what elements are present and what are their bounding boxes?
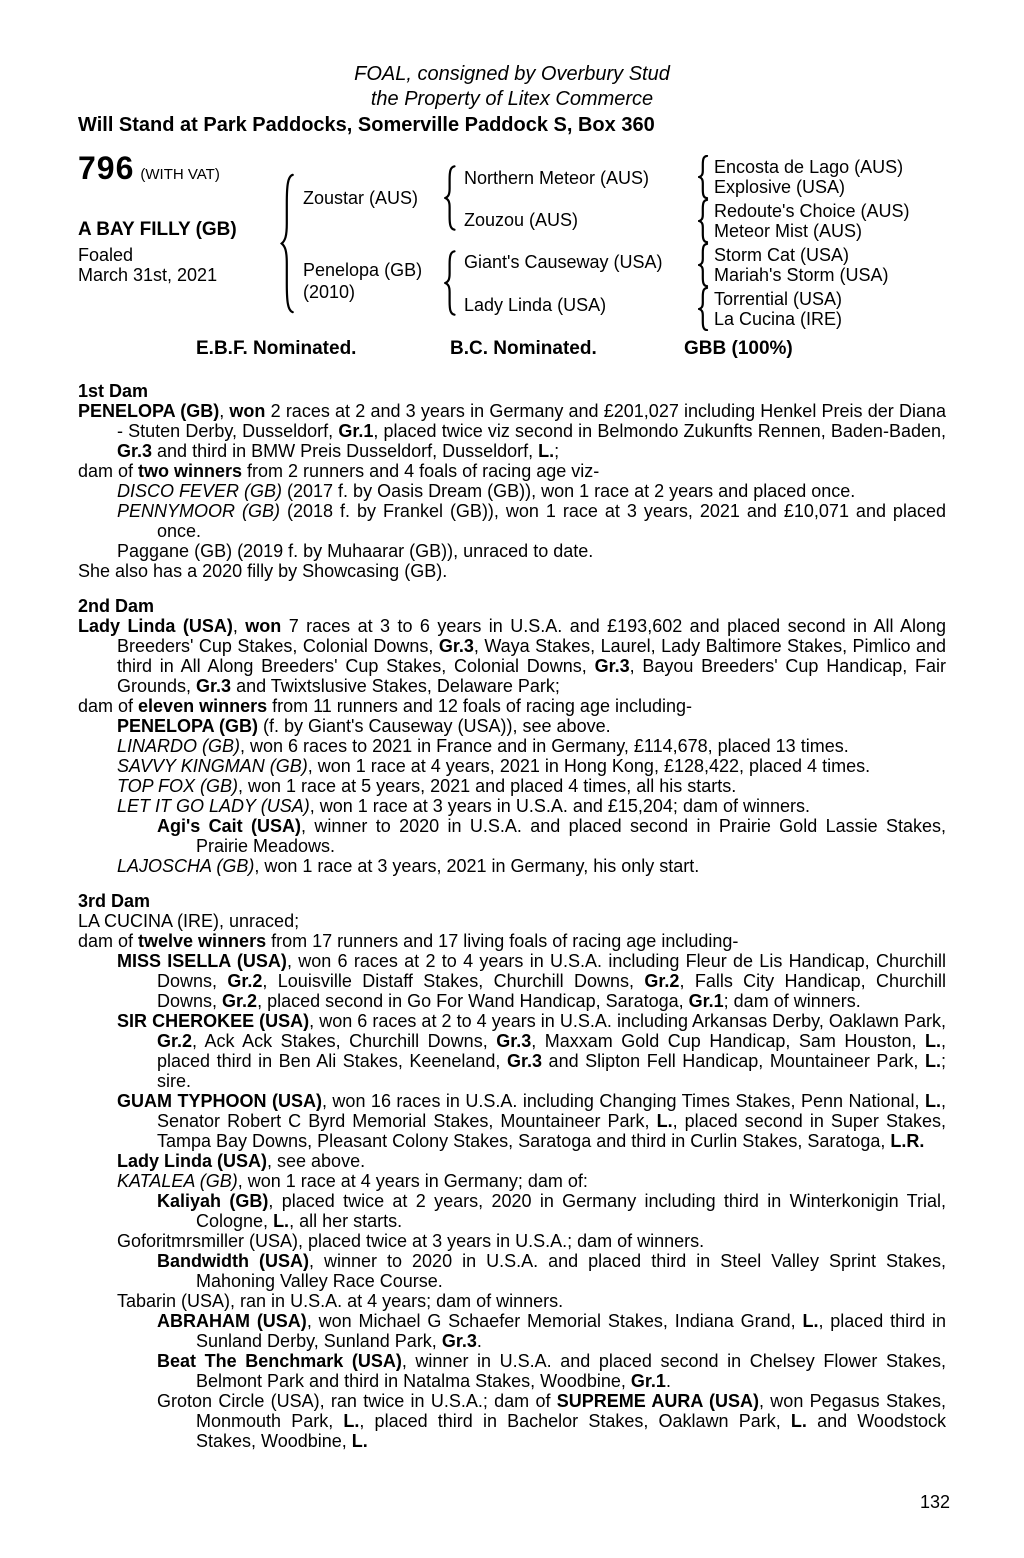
brace-gg-3 <box>698 243 710 287</box>
gg-name: Storm Cat (USA) <box>714 245 850 265</box>
horse-description: A BAY FILLY (GB) <box>78 219 237 240</box>
dam-name: Penelopa (GB) <box>303 260 423 280</box>
page-header <box>78 62 946 138</box>
catalogue-paragraph: Paggane (GB) (2019 f. by Muhaarar (GB)), unraced to date. <box>117 541 594 561</box>
owner-line: the Property of Litex Commerce <box>370 88 654 110</box>
section-heading: 3rd Dam <box>78 891 151 911</box>
catalogue-paragraph: GUAM TYPHOON (USA), won 16 races in U.S.A. including Changing Times Stakes, Penn National, L., Senator Robert C Byrd Memorial Stakes, Mountaineer Park, L., placed second in Super Stakes, Tampa Bay Downs, Pleasant Colony Stakes, Saratoga and third in Curlin Stakes, Saratoga, L.R. <box>117 1091 946 1151</box>
ebf-nomination: E.B.F. Nominated. <box>196 338 357 359</box>
page-number: 132 <box>919 1492 950 1512</box>
gg-name: Explosive (USA) <box>714 177 846 197</box>
brace-gg-4 <box>698 287 710 331</box>
catalogue-paragraph: LAJOSCHA (GB), won 1 race at 3 years, 2021 in Germany, his only start. <box>117 856 700 876</box>
catalogue-paragraph: dam of two winners from 2 runners and 4 foals of racing age viz- <box>78 461 600 481</box>
catalogue-paragraph: dam of eleven winners from 11 runners and 12 foals of racing age including- <box>78 696 693 716</box>
brace-gg-1 <box>698 155 710 199</box>
foaled-date: March 31st, 2021 <box>78 265 218 285</box>
catalogue-paragraph: DISCO FEVER (GB) (2017 f. by Oasis Dream (GB)), won 1 race at 2 years and placed once. <box>117 481 856 501</box>
catalogue-paragraph: Kaliyah (GB), placed twice at 2 years, 2020 in Germany including third in Winterkonigin Trial, Cologne, L., all her starts. <box>157 1191 946 1231</box>
vat-note: (WITH VAT) <box>140 166 220 183</box>
catalogue-paragraph: LINARDO (GB), won 6 races to 2021 in France and in Germany, £114,678, placed 13 times. <box>117 736 849 756</box>
catalogue-paragraph: SIR CHEROKEE (USA), won 6 races at 2 to 4 years in U.S.A. including Arkansas Derby, Oaklawn Park, Gr.2, Ack Ack Stakes, Churchill Downs, Gr.3, Maxxam Gold Cup Handicap, Sam Houston, L., placed third in Ben Ali Stakes, Keeneland, Gr.3 and Slipton Fell Handicap, Mountaineer Park, L.; sire. <box>117 1011 946 1091</box>
catalogue-paragraph: Goforitmrsmiller (USA), placed twice at 3 years in U.S.A.; dam of winners. <box>117 1231 705 1251</box>
brace-dam-parents <box>444 250 458 316</box>
dam-dam-name: Lady Linda (USA) <box>464 295 607 315</box>
catalogue-paragraph: Lady Linda (USA), won 7 races at 3 to 6 years in U.S.A. and £193,602 and placed second in All Along Breeders' Cup Stakes, Colonial Downs, Gr.3, Waya Stakes, Laurel, Lady Baltimore Stakes, Pimlico and third in All Along Breeders' Cup Stakes, Colonial Downs, Gr.3, Bayou Breeders' Cup Handicap, Fair Grounds, Gr.3 and Twixtslusive Stakes, Delaware Park; <box>78 616 947 696</box>
catalogue-paragraph: Agi's Cait (USA), winner to 2020 in U.S.A. and placed second in Prairie Gold Lassie Stakes, Prairie Meadows. <box>157 816 946 856</box>
catalogue-paragraph: LET IT GO LADY (USA), won 1 race at 3 years in U.S.A. and £15,204; dam of winners. <box>117 796 810 816</box>
pedigree-block <box>0 150 1024 345</box>
brace-sire-parents <box>444 165 458 231</box>
sire-dam-name: Zouzou (AUS) <box>464 210 579 230</box>
dam-year: (2010) <box>303 282 356 302</box>
catalogue-paragraph: Bandwidth (USA), winner to 2020 in U.S.A. and placed third in Steel Valley Sprint Stakes, Mahoning Valley Race Course. <box>157 1251 946 1291</box>
catalogue-paragraph: Tabarin (USA), ran in U.S.A. at 4 years; dam of winners. <box>117 1291 564 1311</box>
gg-name: Redoute's Choice (AUS) <box>714 201 910 221</box>
gg-name: La Cucina (IRE) <box>714 309 843 329</box>
catalogue-body <box>78 381 946 1451</box>
catalogue-paragraph: LA CUCINA (IRE), unraced; <box>78 911 300 931</box>
catalogue-paragraph: MISS ISELLA (USA), won 6 races at 2 to 4 years in U.S.A. including Fleur de Lis Handicap, Churchill Downs, Gr.2, Louisville Distaff Stakes, Churchill Downs, Gr.2, Falls City Handicap, Churchill Downs, Gr.2, placed second in Go For Wand Handicap, Saratoga, Gr.1; dam of winners. <box>117 951 946 1011</box>
catalogue-paragraph: dam of twelve winners from 17 runners and 17 living foals of racing age including- <box>78 931 739 951</box>
nominations-line <box>0 339 1024 363</box>
gg-name: Torrential (USA) <box>714 289 843 309</box>
catalogue-paragraph: PENELOPA (GB), won 2 races at 2 and 3 years in Germany and £201,027 including Henkel Preis der Diana - Stuten Derby, Dusseldorf, Gr.1, placed twice viz second in Belmondo Zukunfts Rennen, Baden-Baden, Gr.3 and third in BMW Preis Dusseldorf, Dusseldorf, L.; <box>78 401 946 461</box>
sire-name: Zoustar (AUS) <box>303 188 419 208</box>
gg-name: Mariah's Storm (USA) <box>714 265 889 285</box>
consignor-line: FOAL, consigned by Overbury Stud <box>354 63 670 85</box>
gbb-nomination: GBB (100%) <box>684 338 793 359</box>
gg-name: Encosta de Lago (AUS) <box>714 157 904 177</box>
brace-gg-2 <box>698 199 710 243</box>
dam-sire-name: Giant's Causeway (USA) <box>464 252 663 272</box>
catalogue-paragraph: TOP FOX (GB), won 1 race at 5 years, 2021 and placed 4 times, all his starts. <box>117 776 737 796</box>
dam-section <box>78 381 946 581</box>
section-heading: 2nd Dam <box>78 596 155 616</box>
gg-name: Meteor Mist (AUS) <box>714 221 863 241</box>
brace-parents <box>280 172 297 315</box>
catalogue-paragraph: SAVVY KINGMAN (GB), won 1 race at 4 years, 2021 in Hong Kong, £128,422, placed 4 times. <box>117 756 871 776</box>
dam-section <box>78 596 946 876</box>
catalogue-paragraph: Lady Linda (USA), see above. <box>117 1151 366 1171</box>
catalogue-paragraph: She also has a 2020 filly by Showcasing (GB). <box>78 561 448 581</box>
catalogue-paragraph: PENNYMOOR (GB) (2018 f. by Frankel (GB)), won 1 race at 3 years, 2021 and £10,071 and placed once. <box>117 501 946 541</box>
lot-number: 796 <box>78 150 135 186</box>
catalogue-paragraph: Beat The Benchmark (USA), winner in U.S.A. and placed second in Chelsey Flower Stakes, Belmont Park and third in Natalma Stakes, Woodbine, Gr.1. <box>157 1351 946 1391</box>
stabling-line: Will Stand at Park Paddocks, Somerville Paddock S, Box 360 <box>78 114 655 136</box>
catalogue-paragraph: Groton Circle (USA), ran twice in U.S.A.; dam of SUPREME AURA (USA), won Pegasus Stakes, Monmouth Park, L., placed third in Bachelor Stakes, Oaklawn Park, L. and Woodstock Stakes, Woodbine, L. <box>157 1391 946 1451</box>
lot-header <box>78 150 220 186</box>
catalogue-paragraph: PENELOPA (GB) (f. by Giant's Causeway (USA)), see above. <box>117 716 611 736</box>
sire-sire-name: Northern Meteor (AUS) <box>464 168 650 188</box>
bc-nomination: B.C. Nominated. <box>450 338 597 359</box>
catalogue-paragraph: ABRAHAM (USA), won Michael G Schaefer Memorial Stakes, Indiana Grand, L., placed third in Sunland Derby, Sunland Park, Gr.3. <box>157 1311 946 1351</box>
catalogue-paragraph: KATALEA (GB), won 1 race at 4 years in Germany; dam of: <box>117 1171 588 1191</box>
section-heading: 1st Dam <box>78 381 149 401</box>
foaled-label: Foaled <box>78 245 134 265</box>
dam-section <box>78 891 946 1451</box>
